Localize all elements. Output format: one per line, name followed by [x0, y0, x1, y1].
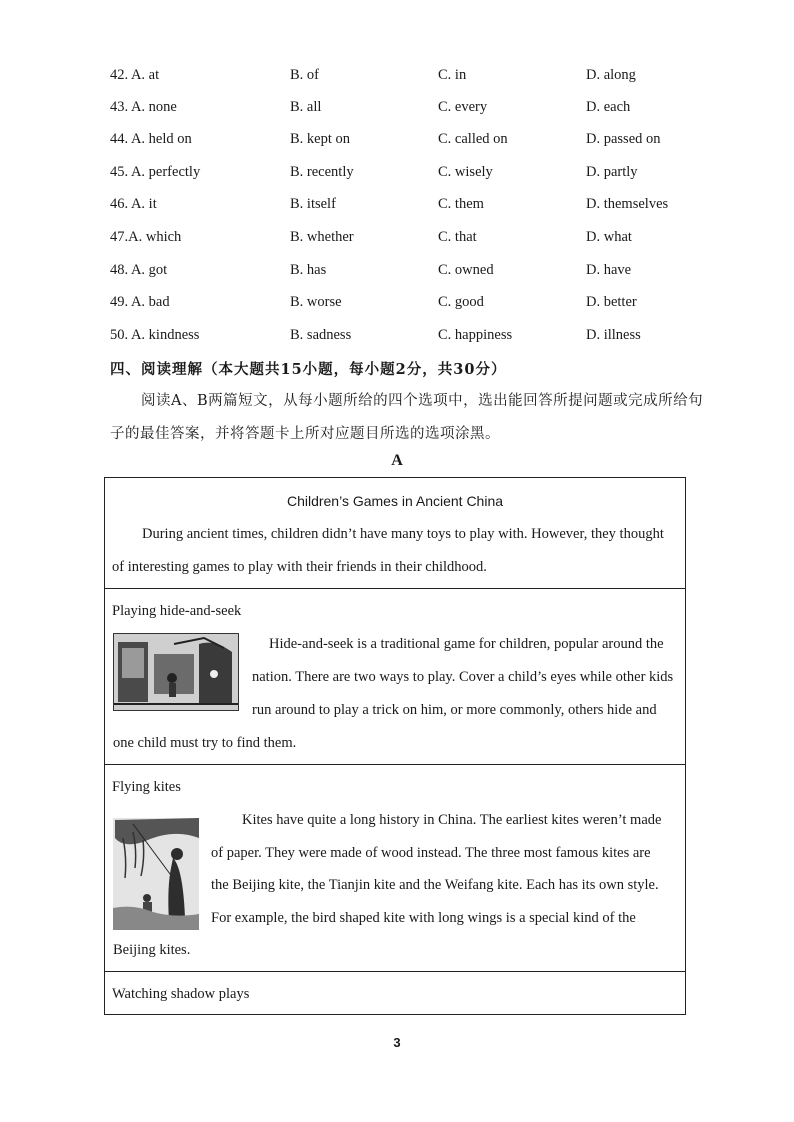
- option-b: B. kept on: [290, 131, 351, 147]
- option-c: C. every: [438, 99, 488, 115]
- divider: [105, 971, 685, 972]
- option-d: D. better: [586, 294, 637, 310]
- option-a: 42. A. at: [110, 67, 160, 83]
- option-a: 48. A. got: [110, 262, 168, 278]
- option-a: 44. A. held on: [110, 131, 192, 147]
- option-a: 50. A. kindness: [110, 327, 200, 343]
- option-row-45: [0, 164, 794, 186]
- option-row-42: [0, 67, 794, 89]
- option-d: D. have: [586, 262, 632, 278]
- option-row-47: [0, 229, 794, 251]
- option-d: D. illness: [586, 327, 641, 343]
- hide-and-seek-image: [114, 634, 238, 710]
- option-a: 49. A. bad: [110, 294, 170, 310]
- option-b: B. of: [290, 67, 319, 83]
- flying-kites-heading: Flying kites: [112, 779, 181, 795]
- divider: [105, 764, 685, 765]
- flying-kites-illustration: [113, 818, 199, 930]
- option-c: C. happiness: [438, 327, 513, 343]
- hide-and-seek-illustration: [113, 633, 239, 711]
- kites-line: Beijing kites.: [113, 942, 191, 958]
- option-d: D. passed on: [586, 131, 661, 147]
- option-b: B. itself: [290, 196, 336, 212]
- option-c: C. in: [438, 67, 467, 83]
- option-a: 46. A. it: [110, 196, 157, 212]
- section-heading: 四、阅读理解（本大题共15小题，每小题2分，共30分）: [110, 361, 507, 378]
- option-row-43: [0, 99, 794, 121]
- hide-and-seek-heading: Playing hide-and-seek: [112, 603, 242, 619]
- option-a: 47.A. which: [110, 229, 182, 245]
- kites-line: the Beijing kite, the Tianjin kite and the Weifang kite. Each has its own style.: [211, 877, 659, 893]
- option-c: C. wisely: [438, 164, 493, 180]
- option-row-49: [0, 294, 794, 316]
- hide-line: nation. There are two ways to play. Cover a child’s eyes while other kids: [252, 669, 674, 685]
- option-c: C. called on: [438, 131, 508, 147]
- intro-paragraph: During ancient times, children didn’t have many toys to play with. However, they thought of interesting games to play with their friends in their childhood.: [112, 526, 664, 575]
- option-d: D. what: [586, 229, 632, 245]
- option-d: D. along: [586, 67, 636, 83]
- option-row-48: [0, 262, 794, 284]
- hide-line: run around to play a trick on him, or more commonly, others hide and: [252, 702, 657, 718]
- kites-line: of paper. They were made of wood instead. The three most famous kites are: [211, 845, 651, 861]
- option-c: C. that: [438, 229, 477, 245]
- page-number: 3: [393, 1035, 401, 1050]
- section-instruction: 阅读A、B两篇短文，从每小题所给的四个选项中，选出能回答所提问题或完成所给句子的最佳答案，并将答题卡上所对应题目所选的选项涂黑。: [110, 393, 704, 442]
- kite-image: [113, 818, 199, 930]
- option-a: 45. A. perfectly: [110, 164, 201, 180]
- option-b: B. worse: [290, 294, 342, 310]
- passage-title: Children’s Games in Ancient China: [286, 493, 504, 509]
- option-d: D. partly: [586, 164, 638, 180]
- hide-line: Hide-and-seek is a traditional game for children, popular around the: [269, 636, 664, 652]
- option-b: B. recently: [290, 164, 354, 180]
- option-b: B. sadness: [290, 327, 352, 343]
- option-b: B. has: [290, 262, 327, 278]
- passage-table: [104, 477, 686, 1015]
- option-row-44: [0, 131, 794, 153]
- option-b: B. whether: [290, 229, 354, 245]
- option-row-46: [0, 196, 794, 218]
- passage-letter: A: [391, 452, 403, 469]
- divider: [105, 588, 685, 589]
- option-b: B. all: [290, 99, 322, 115]
- kites-line: For example, the bird shaped kite with long wings is a special kind of the: [211, 910, 636, 926]
- shadow-plays-heading: Watching shadow plays: [112, 986, 250, 1002]
- option-c: C. owned: [438, 262, 494, 278]
- option-row-50: [0, 327, 794, 349]
- kites-line: Kites have quite a long history in China. The earliest kites weren’t made: [242, 812, 662, 828]
- option-a: 43. A. none: [110, 99, 177, 115]
- hide-line: one child must try to find them.: [113, 735, 297, 751]
- option-c: C. them: [438, 196, 484, 212]
- option-d: D. themselves: [586, 196, 669, 212]
- option-d: D. each: [586, 99, 631, 115]
- option-c: C. good: [438, 294, 484, 310]
